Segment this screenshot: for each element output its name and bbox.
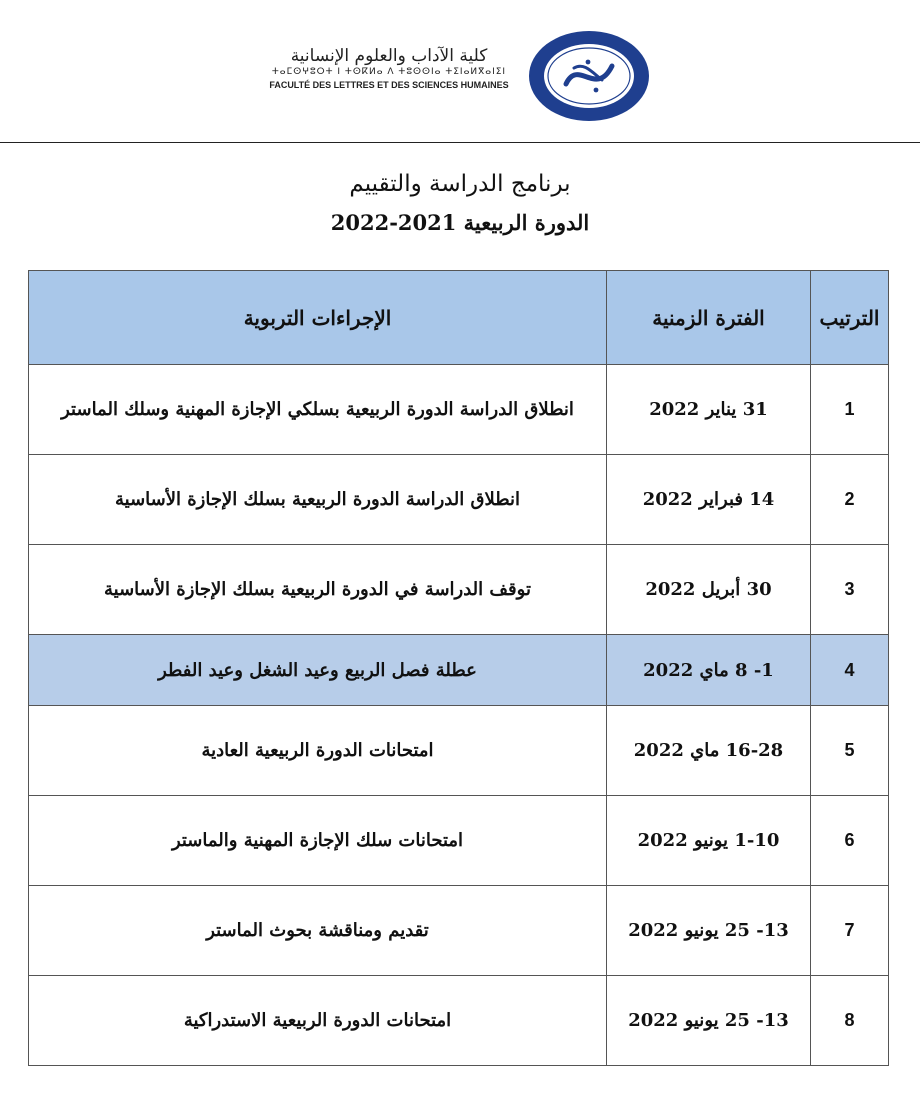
row-rank: 2 [811, 455, 889, 545]
table-row [29, 455, 889, 545]
faculty-name-french: FACULTÉ DES LETTRES ET DES SCIENCES HUMAINES [269, 80, 509, 90]
schedule-table [28, 270, 889, 1066]
row-period: 30 أبريل 2022 [607, 545, 811, 635]
faculty-wordmark [258, 46, 520, 92]
table-header-row [29, 271, 889, 365]
table-row [29, 976, 889, 1066]
row-rank: 3 [811, 545, 889, 635]
header-period: الفترة الزمنية [607, 271, 811, 365]
row-period: 1-10 يونيو 2022 [607, 796, 811, 886]
row-period: 13- 25 يونيو 2022 [607, 886, 811, 976]
row-action: انطلاق الدراسة الدورة الربيعية بسلكي الإجازة المهنية وسلك الماستر [29, 365, 607, 455]
row-rank: 7 [811, 886, 889, 976]
row-rank: 5 [811, 706, 889, 796]
table-row [29, 886, 889, 976]
row-action: امتحانات سلك الإجازة المهنية والماستر [29, 796, 607, 886]
row-rank: 1 [811, 365, 889, 455]
row-period: 13- 25 يونيو 2022 [607, 976, 811, 1066]
table-row [29, 706, 889, 796]
page-header [0, 0, 920, 143]
row-rank: 4 [811, 635, 889, 706]
row-rank: 8 [811, 976, 889, 1066]
table-row [29, 796, 889, 886]
document-title: برنامج الدراسة والتقييم [349, 171, 571, 197]
row-action: امتحانات الدورة الربيعية العادية [29, 706, 607, 796]
document-titles [0, 168, 920, 238]
table-row [29, 545, 889, 635]
header-rank: الترتيب [811, 271, 889, 365]
faculty-name-amazigh: ⵜⴰⵎⵙⵖⵓⵔⵜ ⵏ ⵜⵙⴽⵍⴰ ⴷ ⵜⵓⵙⵙⵏⴰ ⵜⵉⵏⴰⵍⴳⴰⵏⵉⵏ [271, 67, 507, 77]
row-period: 1- 8 ماي 2022 [607, 635, 811, 706]
faculty-name-arabic: كلية الآداب والعلوم الإنسانية [290, 46, 488, 66]
row-action: امتحانات الدورة الربيعية الاستدراكية [29, 976, 607, 1066]
row-action: عطلة فصل الربيع وعيد الشغل وعيد الفطر [29, 635, 607, 706]
document-subtitle: الدورة الربيعية 2021-2022 [330, 210, 590, 235]
table-row-holiday [29, 635, 889, 706]
row-rank: 6 [811, 796, 889, 886]
row-action: انطلاق الدراسة الدورة الربيعية بسلك الإجازة الأساسية [29, 455, 607, 545]
row-period: 16-28 ماي 2022 [607, 706, 811, 796]
university-seal-logo [526, 28, 652, 124]
row-period: 14 فبراير 2022 [607, 455, 811, 545]
header-action: الإجراءات التربوية [29, 271, 607, 365]
row-action: توقف الدراسة في الدورة الربيعية بسلك الإجازة الأساسية [29, 545, 607, 635]
row-action: تقديم ومناقشة بحوث الماستر [29, 886, 607, 976]
row-period: 31 يناير 2022 [607, 365, 811, 455]
table-row [29, 365, 889, 455]
